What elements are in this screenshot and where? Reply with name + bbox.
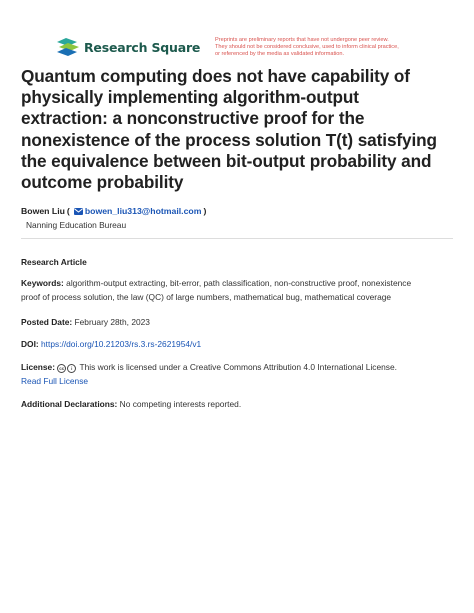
close-paren: ) xyxy=(203,206,207,216)
posted-value: February 28th, 2023 xyxy=(74,317,150,327)
license xyxy=(21,361,397,388)
posted-label: Posted Date: xyxy=(21,317,73,327)
envelope-icon xyxy=(74,208,83,215)
license-label: License: xyxy=(21,362,55,372)
author-email: bowen_liu313@hotmail.com xyxy=(84,206,202,216)
author-email-link[interactable] xyxy=(74,206,202,216)
keywords-line: proof of process solution, the law (QC) of large numbers, mathematical bug, mathematical coverage xyxy=(21,291,392,302)
divider xyxy=(21,238,453,239)
page-header xyxy=(0,0,474,70)
article-type: Research Article xyxy=(21,257,87,267)
research-square-logo-icon xyxy=(57,38,79,56)
declarations-label: Additional Declarations: xyxy=(21,399,118,409)
title-line: nonexistence of the process solution T(t) satisfying xyxy=(21,129,437,150)
open-paren: ( xyxy=(66,206,70,216)
author-affiliation: Nanning Education Bureau xyxy=(26,220,127,230)
research-square-logo[interactable] xyxy=(57,38,200,56)
additional-declarations xyxy=(21,398,241,412)
doi xyxy=(21,338,201,352)
cc-icon: cc xyxy=(59,366,65,371)
title-line: the equivalence between bit-output probability and xyxy=(21,150,432,171)
read-full-license-link[interactable]: Read Full License xyxy=(21,375,89,386)
author-row xyxy=(21,206,208,216)
doi-label: DOI: xyxy=(21,339,39,349)
disclaimer-line: Preprints are preliminary reports that have not undergone peer review. xyxy=(215,37,389,43)
title-line: extraction: a nonconstructive proof for the xyxy=(21,108,365,129)
posted-date xyxy=(21,316,150,330)
by-icon: i xyxy=(67,364,76,373)
title-line: Quantum computing does not have capability of xyxy=(21,66,410,86)
keywords xyxy=(21,277,453,304)
preprint-disclaimer xyxy=(215,37,435,58)
logo-text: Research Square xyxy=(84,39,201,55)
doi-link[interactable]: https://doi.org/10.21203/rs.3.rs-2621954/v1 xyxy=(41,339,202,349)
title-line: outcome probability xyxy=(21,172,184,193)
disclaimer-line: They should not be considered conclusive, used to inform clinical practice, xyxy=(215,44,399,51)
paper-title xyxy=(21,66,461,193)
license-text: This work is licensed under a Creative Commons Attribution 4.0 International License. xyxy=(79,362,397,372)
title-line: physically implementing algorithm-output xyxy=(21,87,359,108)
declarations-value: No competing interests reported. xyxy=(119,399,242,409)
keywords-line: algorithm-output extracting, bit-error, path classification, non-constructive proof, nonexistence xyxy=(66,278,412,288)
author-name: Bowen Liu xyxy=(21,206,65,216)
keywords-label: Keywords: xyxy=(21,278,64,288)
disclaimer-line: or referenced by the media as validated information. xyxy=(215,51,345,58)
